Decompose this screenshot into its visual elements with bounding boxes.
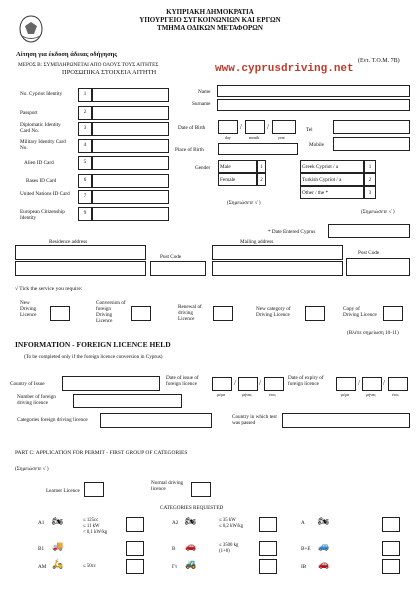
date-issue-mm: μήνας — [242, 392, 252, 397]
tel-input[interactable] — [333, 120, 410, 134]
part-c-sign: (Σημειώσετε √ ) — [15, 466, 49, 472]
id-input-3[interactable] — [92, 122, 169, 136]
cat-spec-am: ≤ 50cc — [83, 564, 96, 569]
date-expiry-mm: μήνας — [366, 392, 376, 397]
turkish-cypriot-label: Turkish Cypriot / a — [302, 177, 342, 183]
service-label-renewal: Renewal of driving Licence — [178, 304, 202, 322]
cat-code-b1: B1 — [38, 546, 45, 552]
dob-slash-2: / — [267, 123, 269, 131]
cat-code-a: A — [301, 520, 305, 526]
dob-slash-1: / — [240, 123, 242, 131]
dob-year-input[interactable] — [272, 120, 296, 134]
service-checkbox-new-category[interactable] — [305, 306, 325, 321]
date-entered-label: * Date Entered Cyprus — [268, 229, 316, 235]
cat-code-be: B+E — [301, 546, 311, 552]
cat-checkbox-tractor[interactable] — [259, 559, 277, 574]
pob-label: Place of Birth — [175, 147, 204, 153]
date-expiry-label: Date of expiry of foreign licence — [288, 375, 324, 387]
other-nationality-label: Other / the * — [302, 190, 329, 196]
cat-code-b: B — [172, 546, 176, 552]
dob-year-caption: year — [278, 135, 285, 140]
postcode-label-1: Post Code — [160, 254, 182, 260]
motorcycle-icon: 🏍 — [318, 516, 330, 526]
dob-month-caption: month — [249, 135, 260, 140]
id-input-5[interactable] — [92, 156, 169, 170]
nationality-sign-note: (Σημειώσετε √ ) — [361, 209, 395, 215]
service-checkbox-conversion[interactable] — [131, 306, 151, 321]
id-num-9: 9 — [78, 207, 92, 221]
car-icon: 🚗 — [185, 541, 197, 551]
foreign-number-label: Number of foreign driving licence — [17, 394, 56, 406]
cat-checkbox-a1[interactable] — [126, 517, 144, 532]
date-expiry-day[interactable] — [336, 377, 356, 391]
mobile-input[interactable] — [333, 137, 410, 151]
country-test-label: Country in which test was passed — [232, 414, 277, 426]
dob-month-input[interactable] — [245, 120, 265, 134]
id-label-1: No. Cypriot Identity — [20, 91, 63, 97]
postcode-label-2: Post Code — [358, 250, 380, 256]
country-issue-label: Country of Issue — [10, 381, 45, 387]
id-input-4[interactable] — [92, 139, 169, 153]
header-line-2: ΥΠΟΥΡΓΕΙΟ ΣΥΓΚΟΙΝΩΝΙΩΝ ΚΑΙ ΕΡΓΩΝ — [139, 16, 281, 24]
date-expiry-year[interactable] — [388, 377, 408, 391]
learner-checkbox[interactable] — [84, 482, 104, 497]
residence-input-1[interactable] — [15, 245, 146, 260]
van-icon: 🚚 — [52, 541, 64, 551]
id-input-6[interactable] — [92, 174, 169, 188]
dob-label: Date of Birth — [178, 125, 206, 131]
learner-label: Learner Licence — [46, 488, 80, 494]
id-num-7: 7 — [78, 190, 92, 204]
cat-code-a1: A1 — [38, 520, 45, 526]
id-input-7[interactable] — [92, 190, 169, 204]
service-label-new: New Driving Licence — [20, 300, 37, 318]
cat-checkbox-am[interactable] — [126, 559, 144, 574]
date-issue-slash-2: / — [259, 379, 261, 387]
date-issue-label: Date of issue of foreign licence — [166, 375, 199, 387]
id-label-7: United Nations ID Card — [20, 191, 70, 197]
tractor-icon: 🚜 — [185, 559, 197, 569]
date-issue-dd: μέρα — [217, 392, 225, 397]
motorcycle-icon: 🏍 — [52, 516, 64, 526]
motorcycle-icon: 🏍 — [185, 516, 197, 526]
dob-day-input[interactable] — [218, 120, 238, 134]
tel-label: Tel — [306, 127, 313, 133]
postcode-input-2[interactable] — [346, 258, 410, 276]
date-issue-year[interactable] — [264, 377, 284, 391]
turkish-cypriot-num: 2 — [364, 173, 376, 186]
date-expiry-slash-1: / — [358, 379, 360, 387]
section-b-title: ΜΕΡΟΣ Β: ΣΥΜΠΛΗΡΩΝΕΤΑΙ ΑΠΟ ΟΛΟΥΣ ΤΟΥΣ ΑΙΤΗΤΕΣ — [18, 62, 159, 68]
moped-icon: 🛵 — [52, 559, 64, 569]
service-checkbox-copy[interactable] — [383, 306, 403, 321]
residence-label: Residence address — [49, 239, 88, 245]
date-issue-yy: έτος — [269, 392, 276, 397]
cat-checkbox-ib[interactable] — [382, 559, 400, 574]
date-issue-month[interactable] — [238, 377, 258, 391]
gender-sign-note: (Σημειώσετε √ ) — [227, 200, 261, 206]
cat-spec-b: ≤ 3500 kg (1+8) — [219, 543, 239, 554]
header-line-3: ΤΜΗΜΑ ΟΔΙΚΩΝ ΜΕΤΑΦΟΡΩΝ — [157, 24, 263, 32]
normal-licence-checkbox[interactable] — [191, 482, 211, 497]
gender-label: Gender — [195, 165, 211, 171]
part-c-heading: PART C: APPLICATION FOR PERMIT - FIRST GROUP OF CATEGORIES — [15, 450, 188, 456]
form-title: Αίτηση για έκδοση άδειας οδήγησης — [16, 51, 118, 58]
service-label-conversion: Conversion of foreign Driving Licence — [96, 300, 126, 324]
date-entered-input[interactable] — [328, 224, 410, 238]
cat-checkbox-a[interactable] — [382, 517, 400, 532]
normal-licence-label: Normal driving licence — [151, 480, 184, 492]
date-issue-day[interactable] — [212, 377, 232, 391]
id-input-2[interactable] — [92, 106, 169, 120]
cat-spec-a1: ≤ 125cc ≤ 11 kW < 0,1 kW/kg — [83, 518, 108, 535]
gender-female-num: 2 — [257, 173, 266, 186]
id-label-3: Diplomatic Identity Card No. — [20, 122, 61, 134]
date-expiry-yy: έτος — [392, 392, 399, 397]
cat-code-a2: A2 — [172, 520, 179, 526]
name-input[interactable] — [217, 85, 410, 97]
services-heading: √ Tick the service you require: — [15, 286, 83, 292]
residence-input-2[interactable] — [15, 261, 146, 276]
cat-code-tractor: Γτ — [172, 564, 178, 570]
dob-day-caption: day — [225, 135, 231, 140]
other-nationality-num: 3 — [364, 186, 376, 199]
car-icon: 🚗 — [318, 559, 330, 569]
service-checkbox-renewal[interactable] — [213, 306, 233, 321]
cat-spec-a2: ≤ 35 kW ≤ 0,2 kW/kg — [219, 518, 244, 529]
mailing-input-2[interactable] — [212, 261, 343, 276]
header-line-1: ΚΥΠΡΙΑΚΗ ΔΗΜΟΚΡΑΤΙΑ — [166, 8, 254, 16]
form-code: (Εντ. Τ.Ο.Μ. 7Β) — [358, 58, 400, 64]
cat-checkbox-be[interactable] — [382, 541, 400, 556]
id-num-4: 4 — [78, 139, 92, 153]
surname-input[interactable] — [217, 99, 410, 111]
gender-male-num: 1 — [257, 160, 266, 173]
cat-code-ib: ΙΒ — [301, 564, 307, 570]
country-issue-input[interactable] — [62, 376, 160, 391]
id-label-9: European Citizenship Identity — [20, 209, 65, 221]
mobile-label: Mobile — [309, 142, 324, 148]
name-label: Name — [198, 89, 211, 95]
foreign-categories-input[interactable] — [100, 413, 212, 428]
services-note: (Βλέπε σημείωση 10-11) — [347, 330, 399, 336]
id-num-3: 3 — [78, 122, 92, 136]
id-label-4: Military Identity Card No. — [20, 139, 66, 151]
date-expiry-dd: μέρα — [341, 392, 349, 397]
personal-title: ΠΡΟΣΩΠΙΚΑ ΣΤΟΙΧΕΙΑ ΑΙΤΗΤΗ — [62, 69, 157, 76]
date-expiry-month[interactable] — [362, 377, 382, 391]
postcode-input-1[interactable] — [150, 261, 206, 276]
date-expiry-slash-2: / — [383, 379, 385, 387]
id-label-5: Alien ID Card — [24, 160, 54, 166]
id-label-6: Bases ID Card — [26, 178, 57, 184]
greek-cypriot-label: Greek Cypriot / a — [302, 164, 339, 170]
surname-label: Surname — [192, 101, 211, 107]
country-test-input[interactable] — [282, 413, 410, 428]
id-label-2: Passport — [20, 110, 38, 116]
gender-female-label: Female — [220, 177, 236, 183]
service-label-copy: Copy of Driving Licence — [343, 306, 377, 318]
id-input-1[interactable] — [92, 88, 169, 102]
id-num-5: 5 — [78, 156, 92, 170]
foreign-categories-label: Categories foreign driving licence — [17, 417, 88, 423]
date-issue-slash-1: / — [234, 379, 236, 387]
id-input-9[interactable] — [92, 207, 169, 221]
categories-requested-label: CATEGORIES REQUESTED — [160, 505, 224, 511]
foreign-number-input[interactable] — [73, 394, 182, 408]
id-num-6: 6 — [78, 174, 92, 188]
service-checkbox-new[interactable] — [50, 306, 70, 321]
car-trailer-icon: 🚙 — [318, 541, 330, 551]
id-num-2: 2 — [78, 106, 92, 120]
mailing-input-1[interactable] — [212, 245, 343, 260]
watermark-url: www.cyprusdriving.net — [215, 63, 354, 75]
id-num-1: 1 — [78, 88, 92, 102]
foreign-subheading: (To be completed only if the foreign licence conversion in Cyprus) — [24, 354, 163, 360]
cat-checkbox-a2[interactable] — [259, 517, 277, 532]
mailing-label: Mailing address — [240, 239, 274, 245]
service-label-new-category: New category of Driving Licence — [256, 306, 291, 318]
cat-checkbox-b1[interactable] — [126, 541, 144, 556]
cat-checkbox-b[interactable] — [259, 541, 277, 556]
foreign-heading: INFORMATION - FOREIGN LICENCE HELD — [15, 340, 171, 349]
cat-code-am: AM — [38, 564, 47, 570]
pob-input[interactable] — [218, 143, 298, 155]
greek-cypriot-num: 1 — [364, 160, 376, 173]
gender-male-label: Male — [220, 164, 231, 170]
